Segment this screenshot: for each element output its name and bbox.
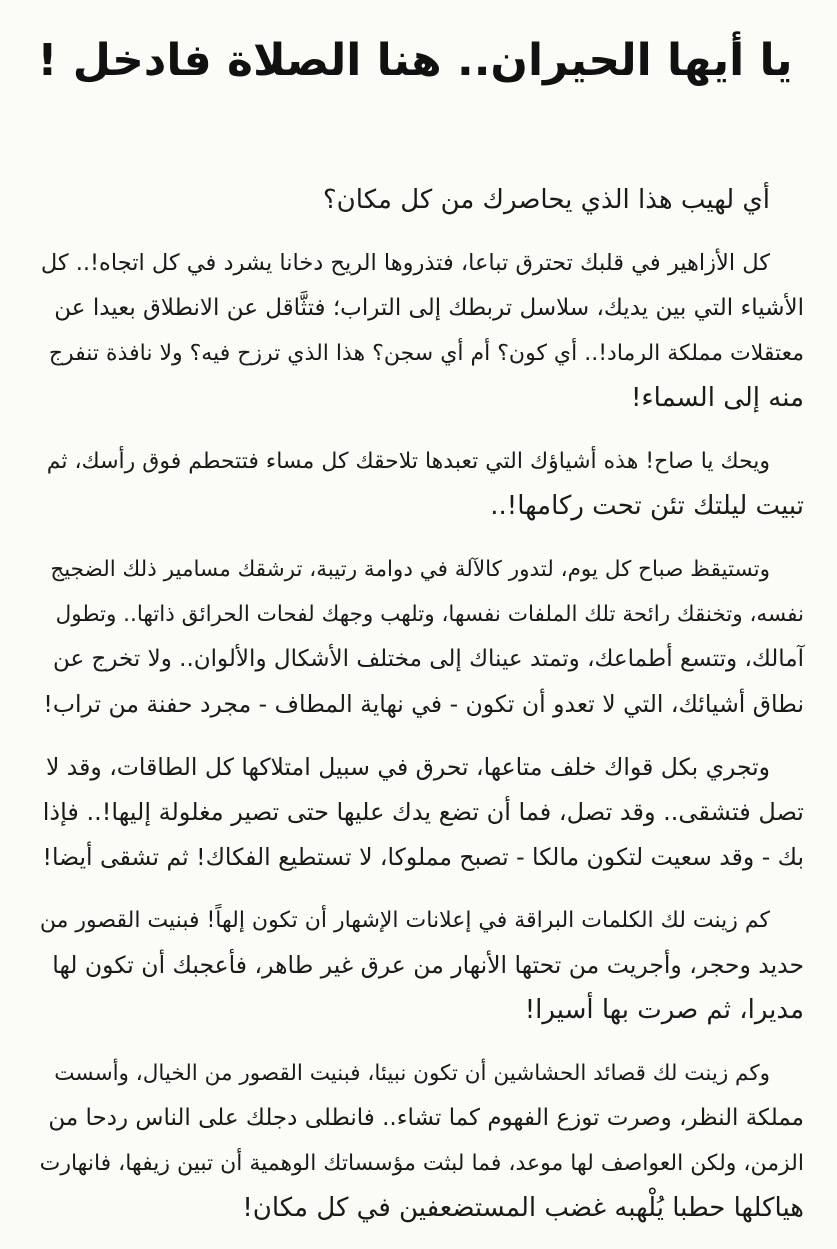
- text-line: أي لهيب هذا الذي يحاصرك من كل مكان؟: [322, 185, 770, 215]
- text-line: بك - وقد سعيت لتكون مالكا - تصبح مملوكا، لا تستطيع الفكاك! ثم تشقى أيضا!: [42, 843, 804, 871]
- text-line: كل الأزاهير في قلبك تحترق تباعا، فتذروها الريح دخانا يشرد في كل اتجاه!.. كل: [40, 250, 770, 276]
- paragraph-1: [40, 178, 804, 223]
- text-line: وتجري بكل قواك خلف متاعها، تحرق في سبيل امتلاكها كل الطاقات، وقد لا: [45, 753, 770, 781]
- text-line: تبيت ليلتك تئن تحت ركامها!..: [490, 491, 804, 521]
- text-line: هياكلها حطبا يُلْهبه غضب المستضعفين في كل مكان!: [242, 1193, 804, 1223]
- text-line: معتقلات مملكة الرماد!.. أي كون؟ أم أي سجن؟ هذا الذي ترزح فيه؟ ولا نافذة تنفرج: [48, 341, 804, 366]
- text-line: آمالك، وتتسع أطماعك، وتمتد عيناك إلى مختلف الأشكال والألوان.. ولا تخرج عن: [52, 646, 804, 672]
- paragraph-3: [40, 439, 804, 529]
- text-line: وكم زينت لك قصائد الحشاشين أن تكون نبيئا، فبنيت القصور من الخيال، وأسست: [54, 1061, 770, 1086]
- page-title: يا أيها الحيران.. هنا الصلاة فادخل !: [37, 35, 793, 86]
- article-body: [40, 178, 804, 1249]
- text-line: منه إلى السماء!: [631, 383, 804, 413]
- text-line: تصل فتشقى.. وقد تصل، فما أن تضع يدك عليها حتى تصير مغلولة إليها!.. فإذا: [42, 798, 804, 826]
- paragraph-6: [40, 898, 804, 1033]
- paragraph-7: [40, 1051, 804, 1231]
- text-line: الزمن، ولكن العواصف لها موعد، فما لبثت مؤسساتك الوهمية أن تبين زيفها، فانهارت: [39, 1151, 804, 1176]
- text-line: مديرا، ثم صرت بها أسيرا!: [524, 995, 804, 1025]
- paragraph-5: [40, 745, 804, 880]
- text-line: ويحك يا صاح! هذه أشياؤك التي تعبدها تلاحقك كل مساء فتتحطم فوق رأسك، ثم: [46, 449, 770, 474]
- text-line: مملكة النظر، وصرت توزع الفهوم كما تشاء.. فانطلى دجلك على الناس ردحا من: [48, 1105, 804, 1131]
- text-line: الأشياء التي بين يديك، سلاسل تربطك إلى التراب؛ فتثَّاقل عن الانطلاق بعيدا عن: [54, 295, 804, 321]
- text-line: حديد وحجر، وأجريت من تحتها الأنهار من عرق غير طاهر، فأعجبك أن تكون لها: [52, 951, 804, 979]
- text-line: وتستيقظ صباح كل يوم، لتدور كالآلة في دوامة رتيبة، ترشقك مسامير ذلك الضجيج: [50, 557, 770, 582]
- text-line: نطاق أشيائك، التي لا تعدو أن تكون - في نهاية المطاف - مجرد حفنة من تراب!: [43, 690, 804, 718]
- paragraph-2: [40, 241, 804, 421]
- text-line: نفسه، وتخنقك رائحة تلك الملفات نفسها، وتلهب وجهك لفحات الحرائق ذاتها.. وتطول: [55, 602, 804, 627]
- text-line: كم زينت لك الكلمات البراقة في إعلانات الإشهار أن تكون إلهاً! فبنيت القصور من: [39, 908, 770, 933]
- paragraph-4: [40, 547, 804, 727]
